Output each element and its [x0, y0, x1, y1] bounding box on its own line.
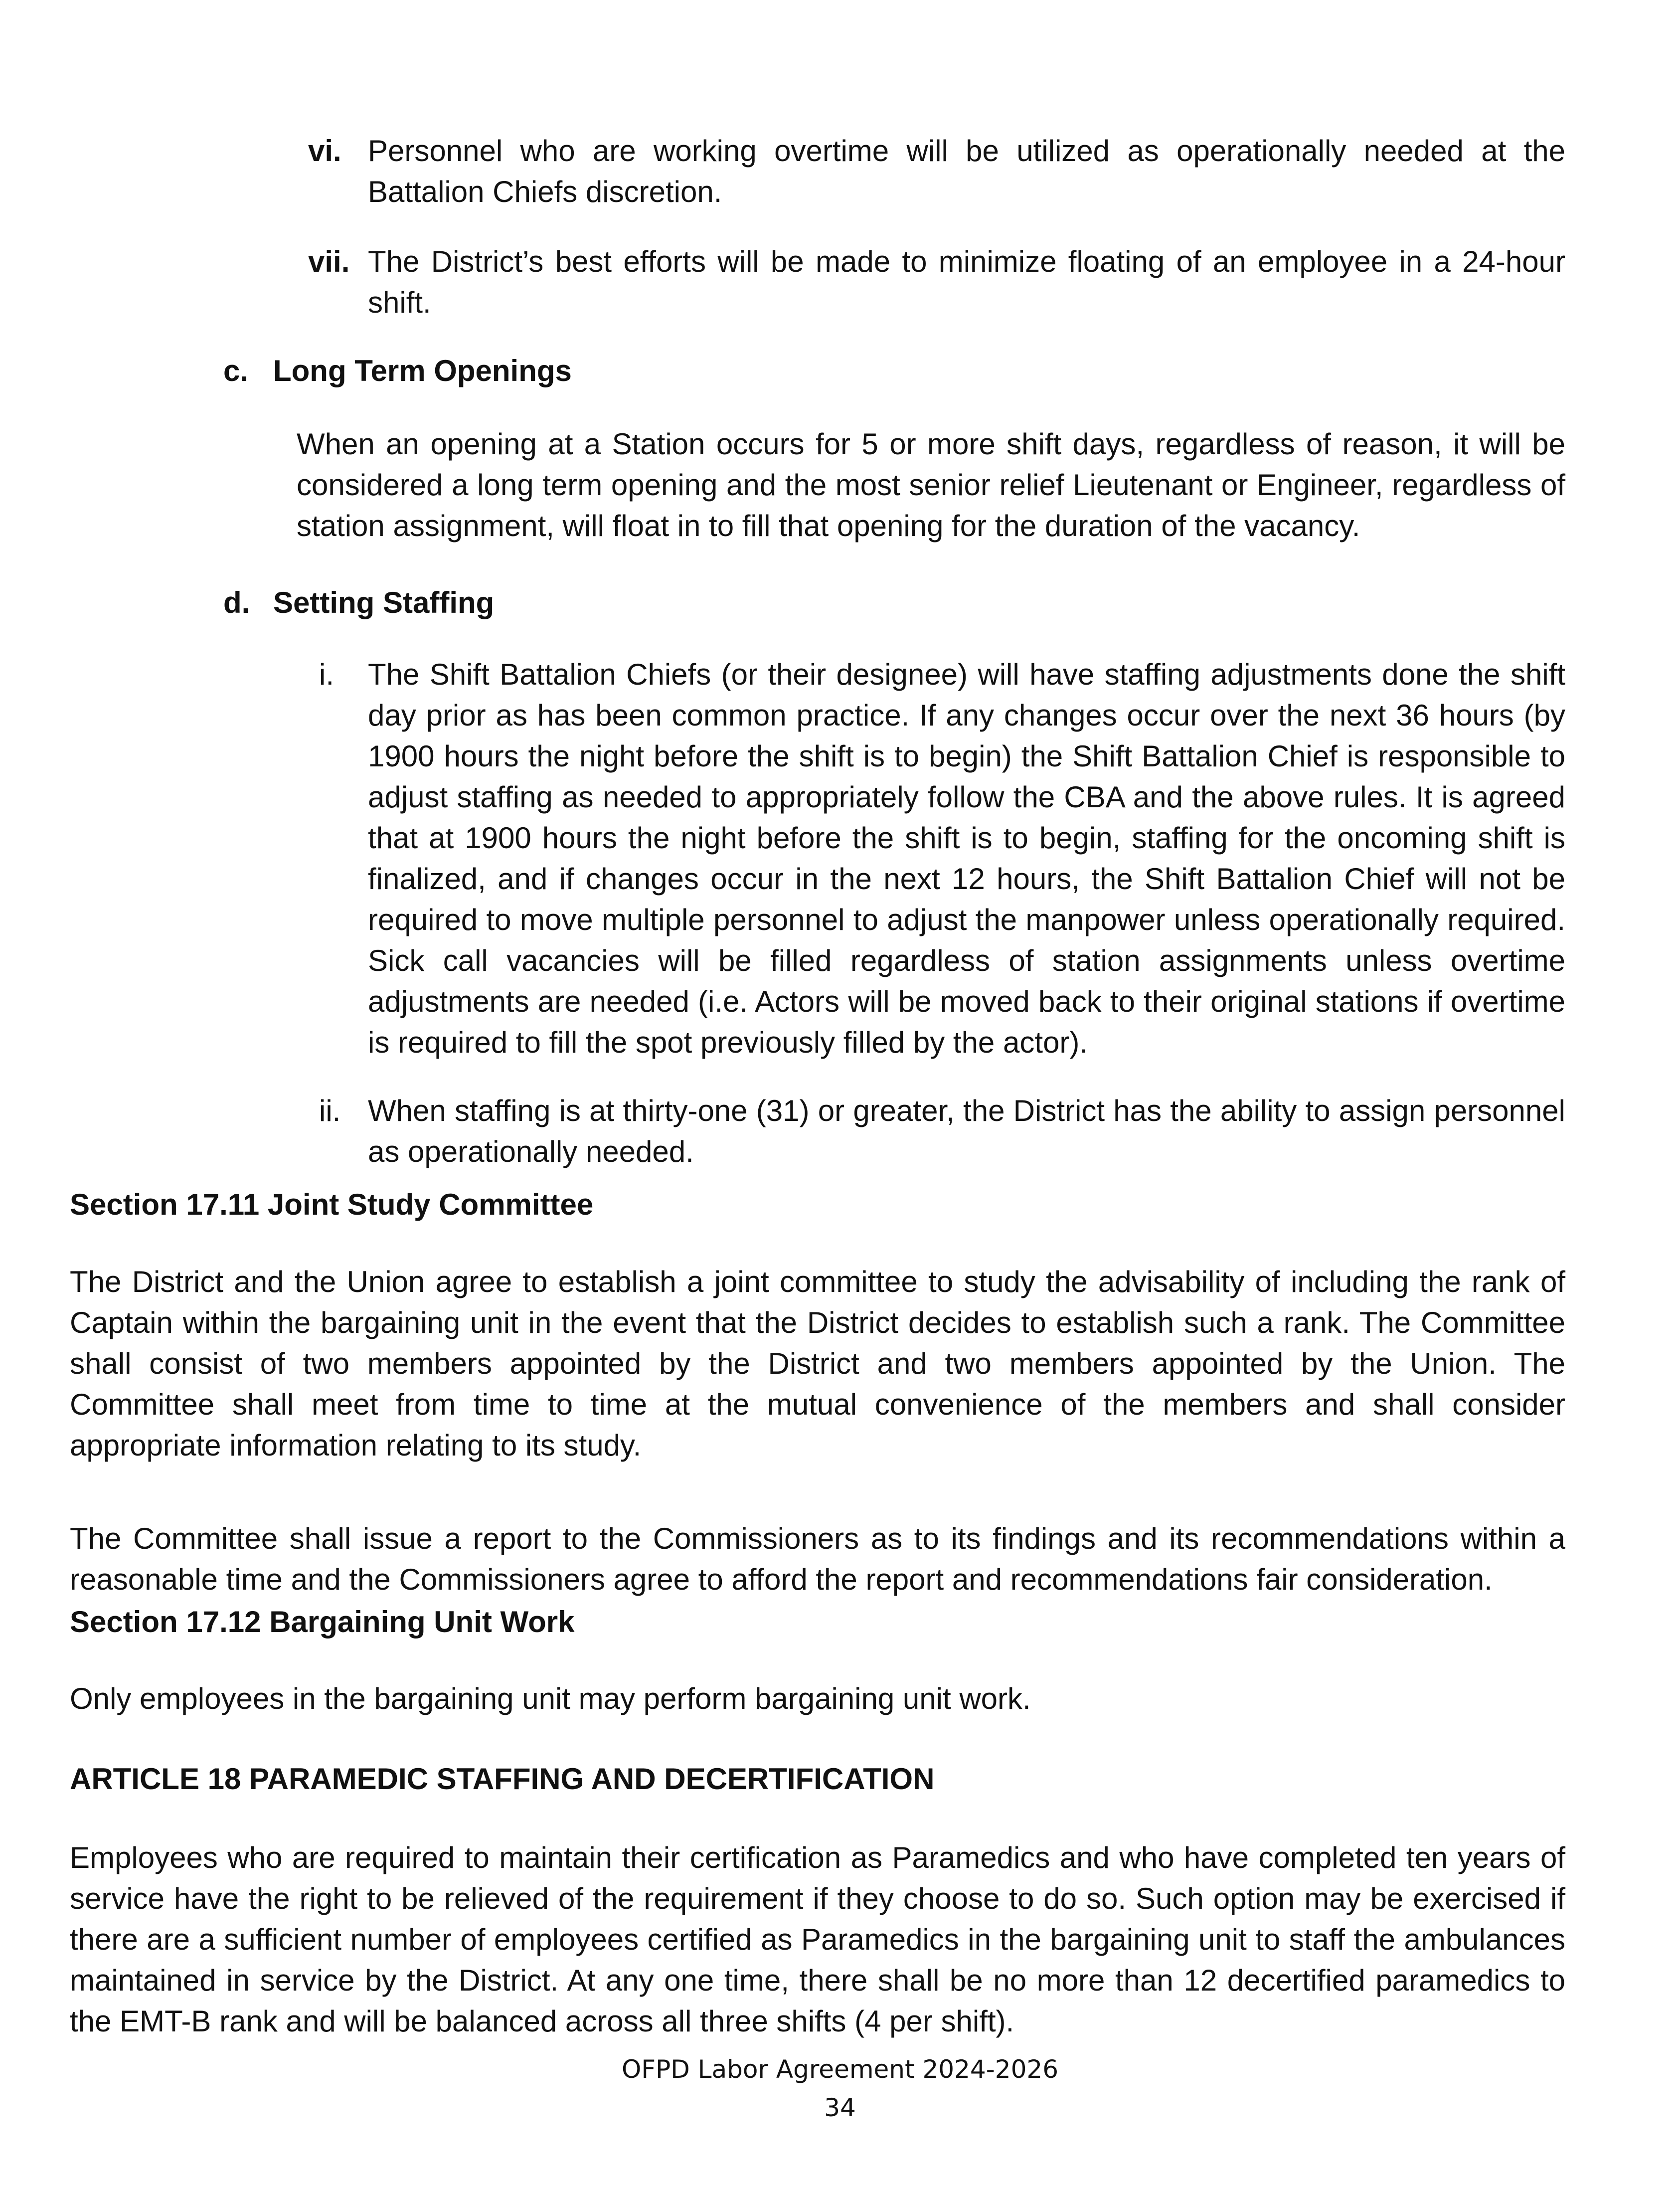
list-marker: vi.: [308, 134, 341, 168]
subsection-marker: d.: [223, 586, 250, 619]
section-heading: Section 17.11 Joint Study Committee: [70, 1188, 594, 1221]
subsection-paragraph: When an opening at a Station occurs for 5 or more shift days, regardless of reason, it will be considered a long term opening and the most senior relief Lieutenant or Engineer, regardless of station assignment, will float in to fill that opening for the duration of the vacancy.: [297, 427, 1565, 543]
list-marker: ii.: [319, 1094, 341, 1127]
subsection-title: Setting Staffing: [273, 586, 495, 619]
section-paragraph: Only employees in the bargaining unit may perform bargaining unit work.: [70, 1682, 1031, 1715]
list-marker: vii.: [308, 245, 350, 278]
article-heading: ARTICLE 18 PARAMEDIC STAFFING AND DECERTIFICATION: [70, 1762, 935, 1796]
article-paragraph: Employees who are required to maintain their certification as Paramedics and who have completed ten years of service have the right to be relieved of the requirement if they choose to do so. Such option may be exercised if there are a sufficient number of employees certified as Paramedics in the bargaining unit to staff the ambulances maintained in service by the District. At any one time, there shall be no more than 12 decertified paramedics to the EMT-B rank and will be balanced across all three shifts (4 per shift).: [70, 1841, 1565, 2038]
subsection-marker: c.: [223, 354, 249, 387]
section-paragraph: The Committee shall issue a report to the Commissioners as to its findings and its recommendations within a reasonable time and the Commissioners agree to afford the report and recommendations fair consideration.: [70, 1522, 1565, 1596]
section-paragraph: The District and the Union agree to establish a joint committee to study the advisability of including the rank of Captain within the bargaining unit in the event that the District decides to establish such a rank. The Committee shall consist of two members appointed by the District and two members appointed by the Union. The Committee shall meet from time to time at the mutual convenience of the members and shall consider appropriate information relating to its study.: [70, 1265, 1565, 1462]
subsection-title: Long Term Openings: [273, 354, 572, 387]
list-item-text: Personnel who are working overtime will be utilized as operationally needed at the Battalion Chiefs discretion.: [368, 134, 1565, 208]
list-item-text: The District’s best efforts will be made to minimize floating of an employee in a 24-hour shift.: [368, 245, 1565, 319]
list-marker: i.: [319, 658, 334, 691]
page-number: 34: [824, 2093, 856, 2122]
list-item-text: When staffing is at thirty-one (31) or greater, the District has the ability to assign personnel as operationally needed.: [368, 1094, 1565, 1168]
list-item-text: The Shift Battalion Chiefs (or their designee) will have staffing adjustments done the shift day prior as has been common practice. If any changes occur over the next 36 hours (by 1900 hours the night before the shift is to begin) the Shift Battalion Chief is responsible to adjust staffing as needed to appropriately follow the CBA and the above rules. It is agreed that at 1900 hours the night before the shift is to begin, staffing for the oncoming shift is finalized, and if changes occur in the next 12 hours, the Shift Battalion Chief will not be required to move multiple personnel to adjust the manpower unless operationally required. Sick call vacancies will be filled regardless of station assignments unless overtime adjustments are needed (i.e. Actors will be moved back to their original stations if overtime is required to fill the spot previously filled by the actor).: [368, 658, 1565, 1059]
section-heading: Section 17.12 Bargaining Unit Work: [70, 1605, 575, 1639]
footer-title: OFPD Labor Agreement 2024-2026: [621, 2055, 1059, 2084]
